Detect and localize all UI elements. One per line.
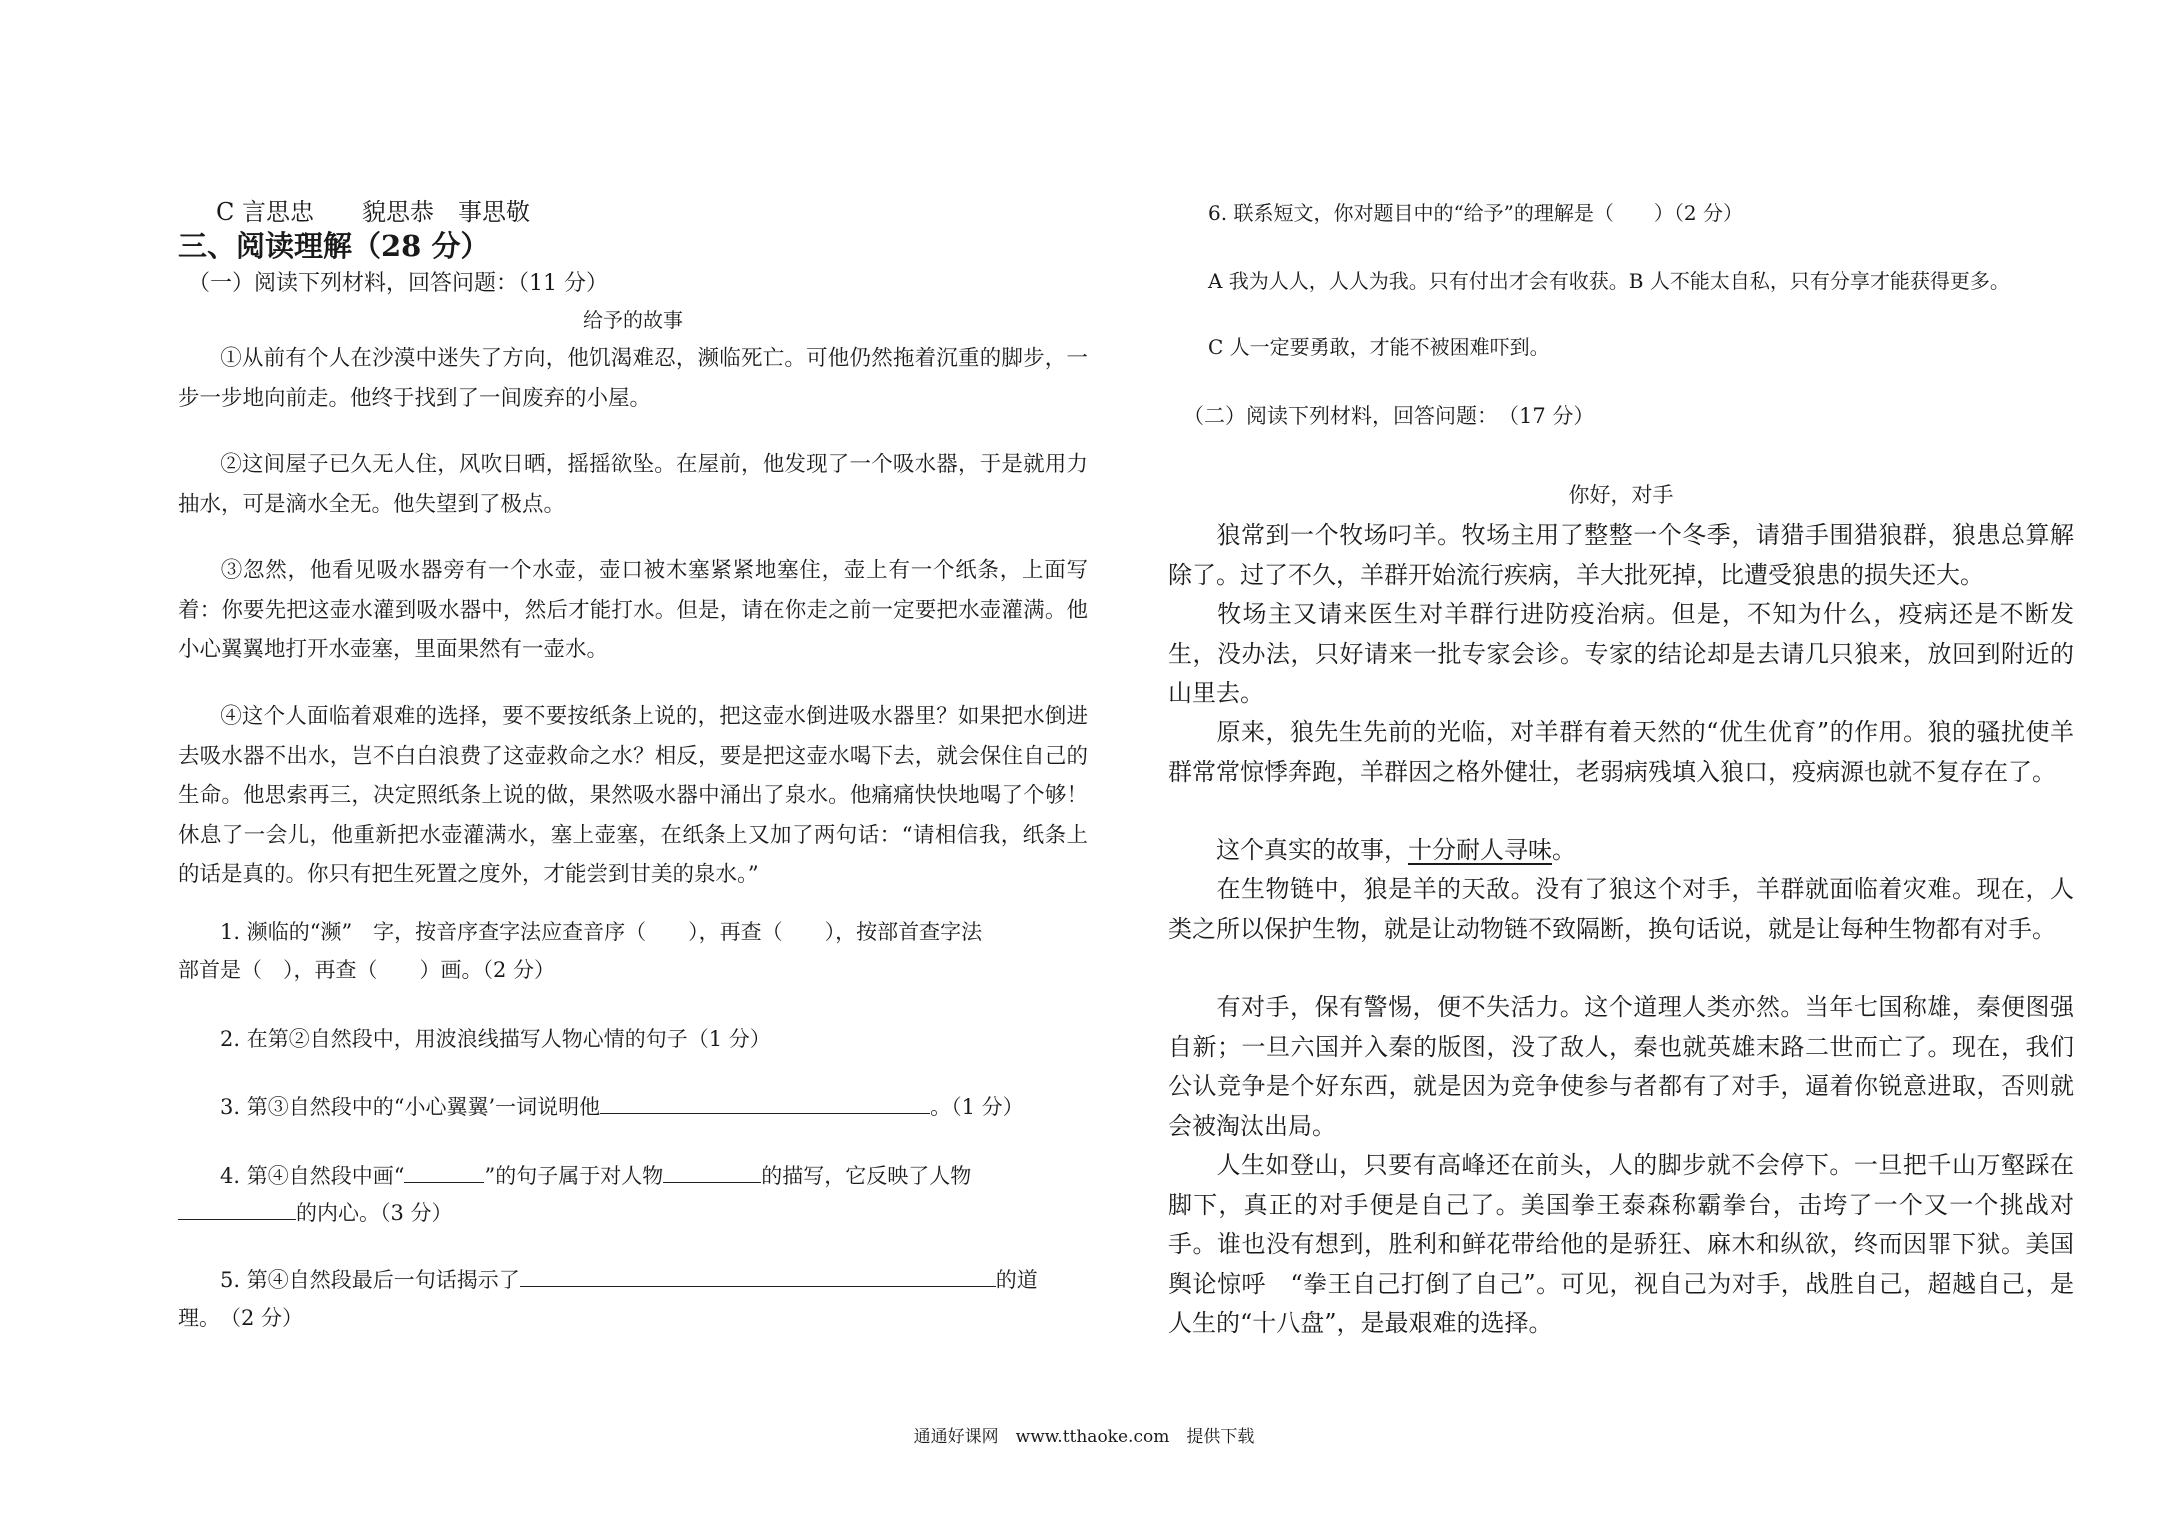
story2-paragraph-6: 有对手，保有警惕，便不失活力。这个道理人类亦然。当年七国称雄，秦便图强自新；一旦六国并入秦的版图，没了敌人，秦也就英雄末路二世而亡了。现在，我们公认竞争是个好东西，就是因为竞争使参与者都有了对手，逼着你锐意进取，否则就会被淘汰出局。 xyxy=(1168,993,2074,1140)
story2-paragraph-4: 这个真实的故事，十分耐人寻味。 xyxy=(1216,836,1576,864)
story-paragraph-4: ④这个人面临着艰难的选择，要不要按纸条上说的，把这壶水倒进吸水器里？如果把水倒进去吸水器不出水，岂不白白浪费了这壶救命之水？相反，要是把这壶水喝下去，就会保住自己的生命。他思索再三，决定照纸条上说的做，果然吸水器中涌出了泉水。他痛痛快快地喝了个够！休息了一会儿，他重新把水壶灌满水，塞上壶塞，在纸条上又加了两句话：“请相信我，纸条上的话是真的。你只有把生死置之度外，才能尝到甘美的泉水。” xyxy=(178,704,1088,887)
story-paragraph-3: ③忽然，他看见吸水器旁有一个水壶，壶口被木塞紧紧地塞住，壶上有一个纸条，上面写着：你要先把这壶水灌到吸水器中，然后才能打水。但是，请在你走之前一定要把水壶灌满。他小心翼翼地打开水壶塞，里面果然有一壶水。 xyxy=(178,558,1088,662)
story-title: 给予的故事 xyxy=(583,308,683,332)
section-heading: 三、阅读理解（28 分） xyxy=(178,229,490,263)
question-1-line-1: 1. 濒临的“濒” 字，按音序查字法应查音序（ ），再查（ ），按部首查字法 xyxy=(220,920,983,944)
question-3-end: 。（1 分） xyxy=(930,1095,1024,1119)
question-5-line-1: 5. 第④自然段最后一句话揭示了 的道 xyxy=(220,1260,1038,1300)
story2-paragraph-2: 牧场主又请来医生对羊群行进防疫治病。但是，不知为什么，疫病还是不断发生，没办法，只好请来一批专家会诊。专家的结论却是去请几只狼来，放回到附近的山里去。 xyxy=(1168,600,2074,707)
part2-heading: （二）阅读下列材料，回答问题： （17 分） xyxy=(1183,404,1595,428)
story2-paragraph-7: 人生如登山，只要有高峰还在前头，人的脚步就不会停下。一旦把千山万壑踩在脚下，真正的对手便是自己了。美国拳王泰森称霸拳台，击垮了一个又一个挑战对手。谁也没有想到，胜利和鲜花带给他的是骄狂、麻木和纵欲，终而因罪下狱。美国舆论惊呼 “拳王自己打倒了自己”。可见，视自己为对手，战胜自己，超越自己，是人生的“十八盘”，是最艰难的选择。 xyxy=(1168,1151,2074,1337)
question-6-option-c: C 人一定要勇敢，才能不被困难吓到。 xyxy=(1208,335,1550,359)
question-6-options-ab: A 我为人人，人人为我。只有付出才会有收获。B 人不能太自私，只有分享才能获得更多。 xyxy=(1208,269,2010,293)
answer-blank-q4-c[interactable] xyxy=(178,1197,296,1220)
question-3-text: 3. 第③自然段中的“小心翼翼’一词说明他 xyxy=(220,1095,601,1119)
page-footer: 通通好课网 www.tthaoke.com 提供下载 xyxy=(913,1427,1255,1447)
answer-blank-q4-a[interactable] xyxy=(404,1160,484,1183)
underlined-phrase: 十分耐人寻味 xyxy=(1408,836,1552,864)
story2-paragraph-3: 原来，狼先生先前的光临，对羊群有着天然的“优生优育”的作用。狼的骚扰使羊群常常惊悸奔跑，羊群因之格外健壮，老弱病残填入狼口，疫病源也就不复存在了。 xyxy=(1168,718,2074,786)
answer-blank-q4-b[interactable] xyxy=(663,1160,761,1183)
question-3 xyxy=(220,1087,1024,1127)
question-4-line-1: 4. 第④自然段中画“ ”的句子属于对人物 的描写，它反映了人物 xyxy=(220,1156,971,1196)
story2-paragraph-1: 狼常到一个牧场叼羊。牧场主用了整整一个冬季，请猎手围猎狼群，狼患总算解除了。过了不久，羊群开始流行疾病，羊大批死掉，比遭受狼患的损失还大。 xyxy=(1168,521,2074,589)
question-4-line-2: 的内心。（3 分） xyxy=(178,1193,453,1233)
part1-heading: （一）阅读下列材料，回答问题：（11 分） xyxy=(188,271,608,296)
question-5-line-2: 理。 （2 分） xyxy=(178,1306,304,1330)
answer-blank-q3[interactable] xyxy=(600,1091,930,1114)
answer-blank-q5[interactable] xyxy=(520,1264,996,1287)
story-paragraph-1: ①从前有个人在沙漠中迷失了方向，他饥渴难忍，濒临死亡。可他仍然拖着沉重的脚步，一步一步地向前走。他终于找到了一间废弃的小屋。 xyxy=(178,346,1088,411)
story-title-2: 你好，对手 xyxy=(1568,483,1674,507)
story-paragraph-2: ②这间屋子已久无人住，风吹日晒，摇摇欲坠。在屋前，他发现了一个吸水器，于是就用力抽水，可是滴水全无。他失望到了极点。 xyxy=(178,452,1088,517)
question-1-line-2: 部首是（ ），再查（ ）画。（2 分） xyxy=(178,958,556,982)
question-2: 2. 在第②自然段中，用波浪线描写人物心情的句子（1 分） xyxy=(220,1027,771,1051)
question-6: 6. 联系短文，你对题目中的“给予”的理解是（ ）（2 分） xyxy=(1208,201,1743,225)
story2-paragraph-5: 在生物链中，狼是羊的天敌。没有了狼这个对手，羊群就面临着灾难。现在，人类之所以保护生物，就是让动物链不致隔断，换句话说，就是让每种生物都有对手。 xyxy=(1168,875,2074,943)
previous-question-option-c: C 言思忠 貌思恭 事思敬 xyxy=(216,198,530,226)
